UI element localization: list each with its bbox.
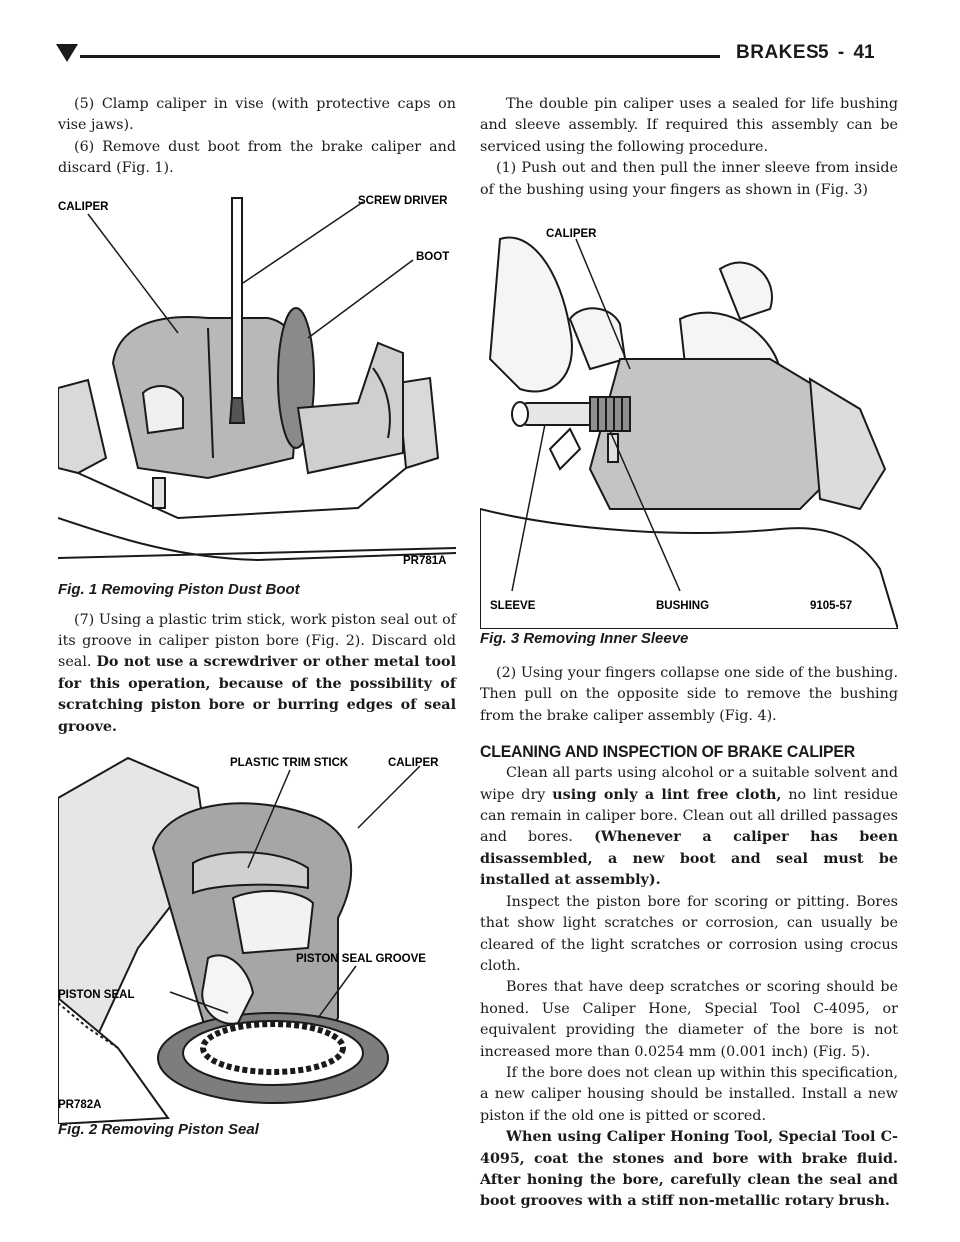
cleaning-text-c: no lint residue can remain in caliper bore. Clean out all drilled passages and bores.: [480, 786, 899, 846]
intro-paragraph: The double pin caliper uses a sealed for life bushing and sleeve assembly. If required this assembly can be serviced using the following procedure.: [480, 96, 898, 155]
page-number: 5 - 41: [818, 42, 875, 63]
step-5: (5) Clamp caliper in vise (with protective caps on vise jaws).: [58, 96, 456, 134]
figure-3-label-sleeve: SLEEVE: [490, 600, 536, 613]
honing-tool-note: [480, 1127, 898, 1213]
figure-2-label-trim-stick: PLASTIC TRIM STICK: [230, 757, 349, 770]
section-heading: CLEANING AND INSPECTION OF BRAKE CALIPER: [480, 742, 855, 762]
step-2: (2) Using your fingers collapse one side of the bushing. Then pull on the opposite side to remove the bushing from the brake caliper assembly (Fig. 4).: [480, 665, 898, 724]
figure-1-label-screwdriver: SCREW DRIVER: [358, 194, 448, 207]
replacement-paragraph: If the bore does not clean up within this specification, a new caliper housing should be installed. Install a new piston if the old one is pitted or scored.: [480, 1064, 898, 1124]
figure-1-code: PR781A: [403, 554, 447, 567]
figure-3-illustration: [480, 209, 898, 629]
right-column: [480, 94, 898, 1213]
figure-2-code: PR782A: [58, 1099, 102, 1112]
header-triangle-icon: [56, 44, 78, 62]
cleaning-text-b: using only a lint free cloth,: [552, 786, 782, 803]
figure-3: [480, 209, 898, 629]
figure-1-illustration: [58, 188, 456, 588]
figure-2: [58, 748, 456, 1124]
figure-1-caption: Fig. 1 Removing Piston Dust Boot: [58, 580, 300, 598]
step-6: (6) Remove dust boot from the brake caliper and discard (Fig. 1).: [58, 138, 456, 177]
figure-3-code: 9105-57: [810, 600, 853, 613]
inspect-paragraph: Inspect the piston bore for scoring or pitting. Bores that show light scratches or corrosion, can usually be cleared of the light scratches or corrosion using crocus cloth.: [480, 893, 898, 974]
cleaning-text-d: (Whenever a caliper has been disassembled, a new boot and seal must be installed at assembly).: [480, 829, 898, 889]
step-7-text: (7) Using a plastic trim stick, work piston seal out of its groove in caliper piston bore (Fig. 2). Discard old seal.: [58, 611, 456, 671]
figure-1-label-boot: BOOT: [416, 250, 450, 263]
step-7: [58, 610, 456, 738]
figure-2-label-seal-groove: PISTON SEAL GROOVE: [296, 953, 426, 966]
figure-1-label-caliper: CALIPER: [58, 200, 109, 213]
figure-3-label-caliper: CALIPER: [546, 228, 597, 241]
figure-3-label-bushing: BUSHING: [656, 600, 710, 613]
figure-2-label-piston-seal: PISTON SEAL: [58, 989, 135, 1002]
figure-2-label-caliper: CALIPER: [388, 757, 439, 770]
honing-paragraph: Bores that have deep scratches or scoring should be honed. Use Caliper Hone, Special Tool C-4095, or equivalent providing the diameter of the bore is not increased more than 0.0254 mm (0.001 inch) (Fig. 5).: [480, 979, 898, 1060]
figure-2-caption: Fig. 2 Removing Piston Seal: [58, 1121, 259, 1139]
header-rule: [80, 55, 720, 58]
left-column: [58, 94, 456, 1140]
step-7-warning: Do not use a screwdriver or other metal tool for this operation, because of the possibility of scratching piston bore or burring edges of seal groove.: [58, 654, 456, 735]
cleaning-paragraph: [480, 763, 898, 891]
figure-1: [58, 188, 456, 588]
step-1: (1) Push out and then pull the inner sleeve from inside of the bushing using your fingers as shown in (Fig. 3): [480, 160, 898, 198]
section-name: BRAKES: [736, 42, 820, 63]
figure-2-illustration: [58, 748, 456, 1124]
honing-tool-note-text: When using Caliper Honing Tool, Special Tool C-4095, coat the stones and bore with brake fluid. After honing the bore, carefully clean the seal and boot grooves with a stiff non-metallic rotary brush.: [480, 1129, 898, 1210]
cleaning-text-a: Clean all parts using alcohol or a suitable solvent and wipe dry: [480, 765, 898, 803]
figure-3-caption: Fig. 3 Removing Inner Sleeve: [480, 630, 689, 648]
